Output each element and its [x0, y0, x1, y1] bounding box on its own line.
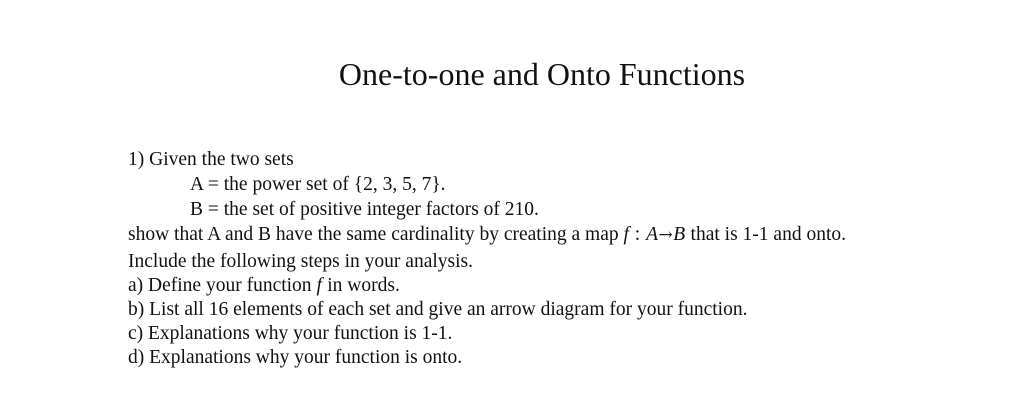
set-a-definition: A = the power set of {2, 3, 5, 7}. [190, 174, 446, 195]
page-title: One-to-one and Onto Functions [338, 56, 746, 92]
step-b: b) List all 16 elements of each set and give an arrow diagram for your function. [128, 299, 748, 320]
map-arrow-icon: → [658, 225, 674, 245]
step-a [128, 274, 400, 298]
map-codomain: B [673, 224, 686, 245]
step-a-text-before: a) Define your function [128, 275, 317, 296]
task-text-after: that is 1-1 and onto. [685, 224, 846, 245]
steps-intro: Include the following steps in your analysis. [128, 251, 473, 272]
task-text-before: show that A and B have the same cardinality by creating a map [128, 224, 624, 245]
step-d: d) Explanations why your function is onto. [128, 347, 463, 368]
map-domain: A [646, 224, 659, 245]
step-a-text-after: in words. [322, 275, 400, 296]
map-f: f [623, 224, 630, 245]
task-statement [128, 223, 846, 247]
step-a-f: f [316, 275, 323, 296]
problem-intro: 1) Given the two sets [128, 149, 294, 170]
step-c: c) Explanations why your function is 1-1. [128, 323, 453, 344]
map-colon: : [629, 224, 647, 245]
set-b-definition: B = the set of positive integer factors of 210. [190, 199, 539, 220]
map-expression [623, 224, 685, 245]
